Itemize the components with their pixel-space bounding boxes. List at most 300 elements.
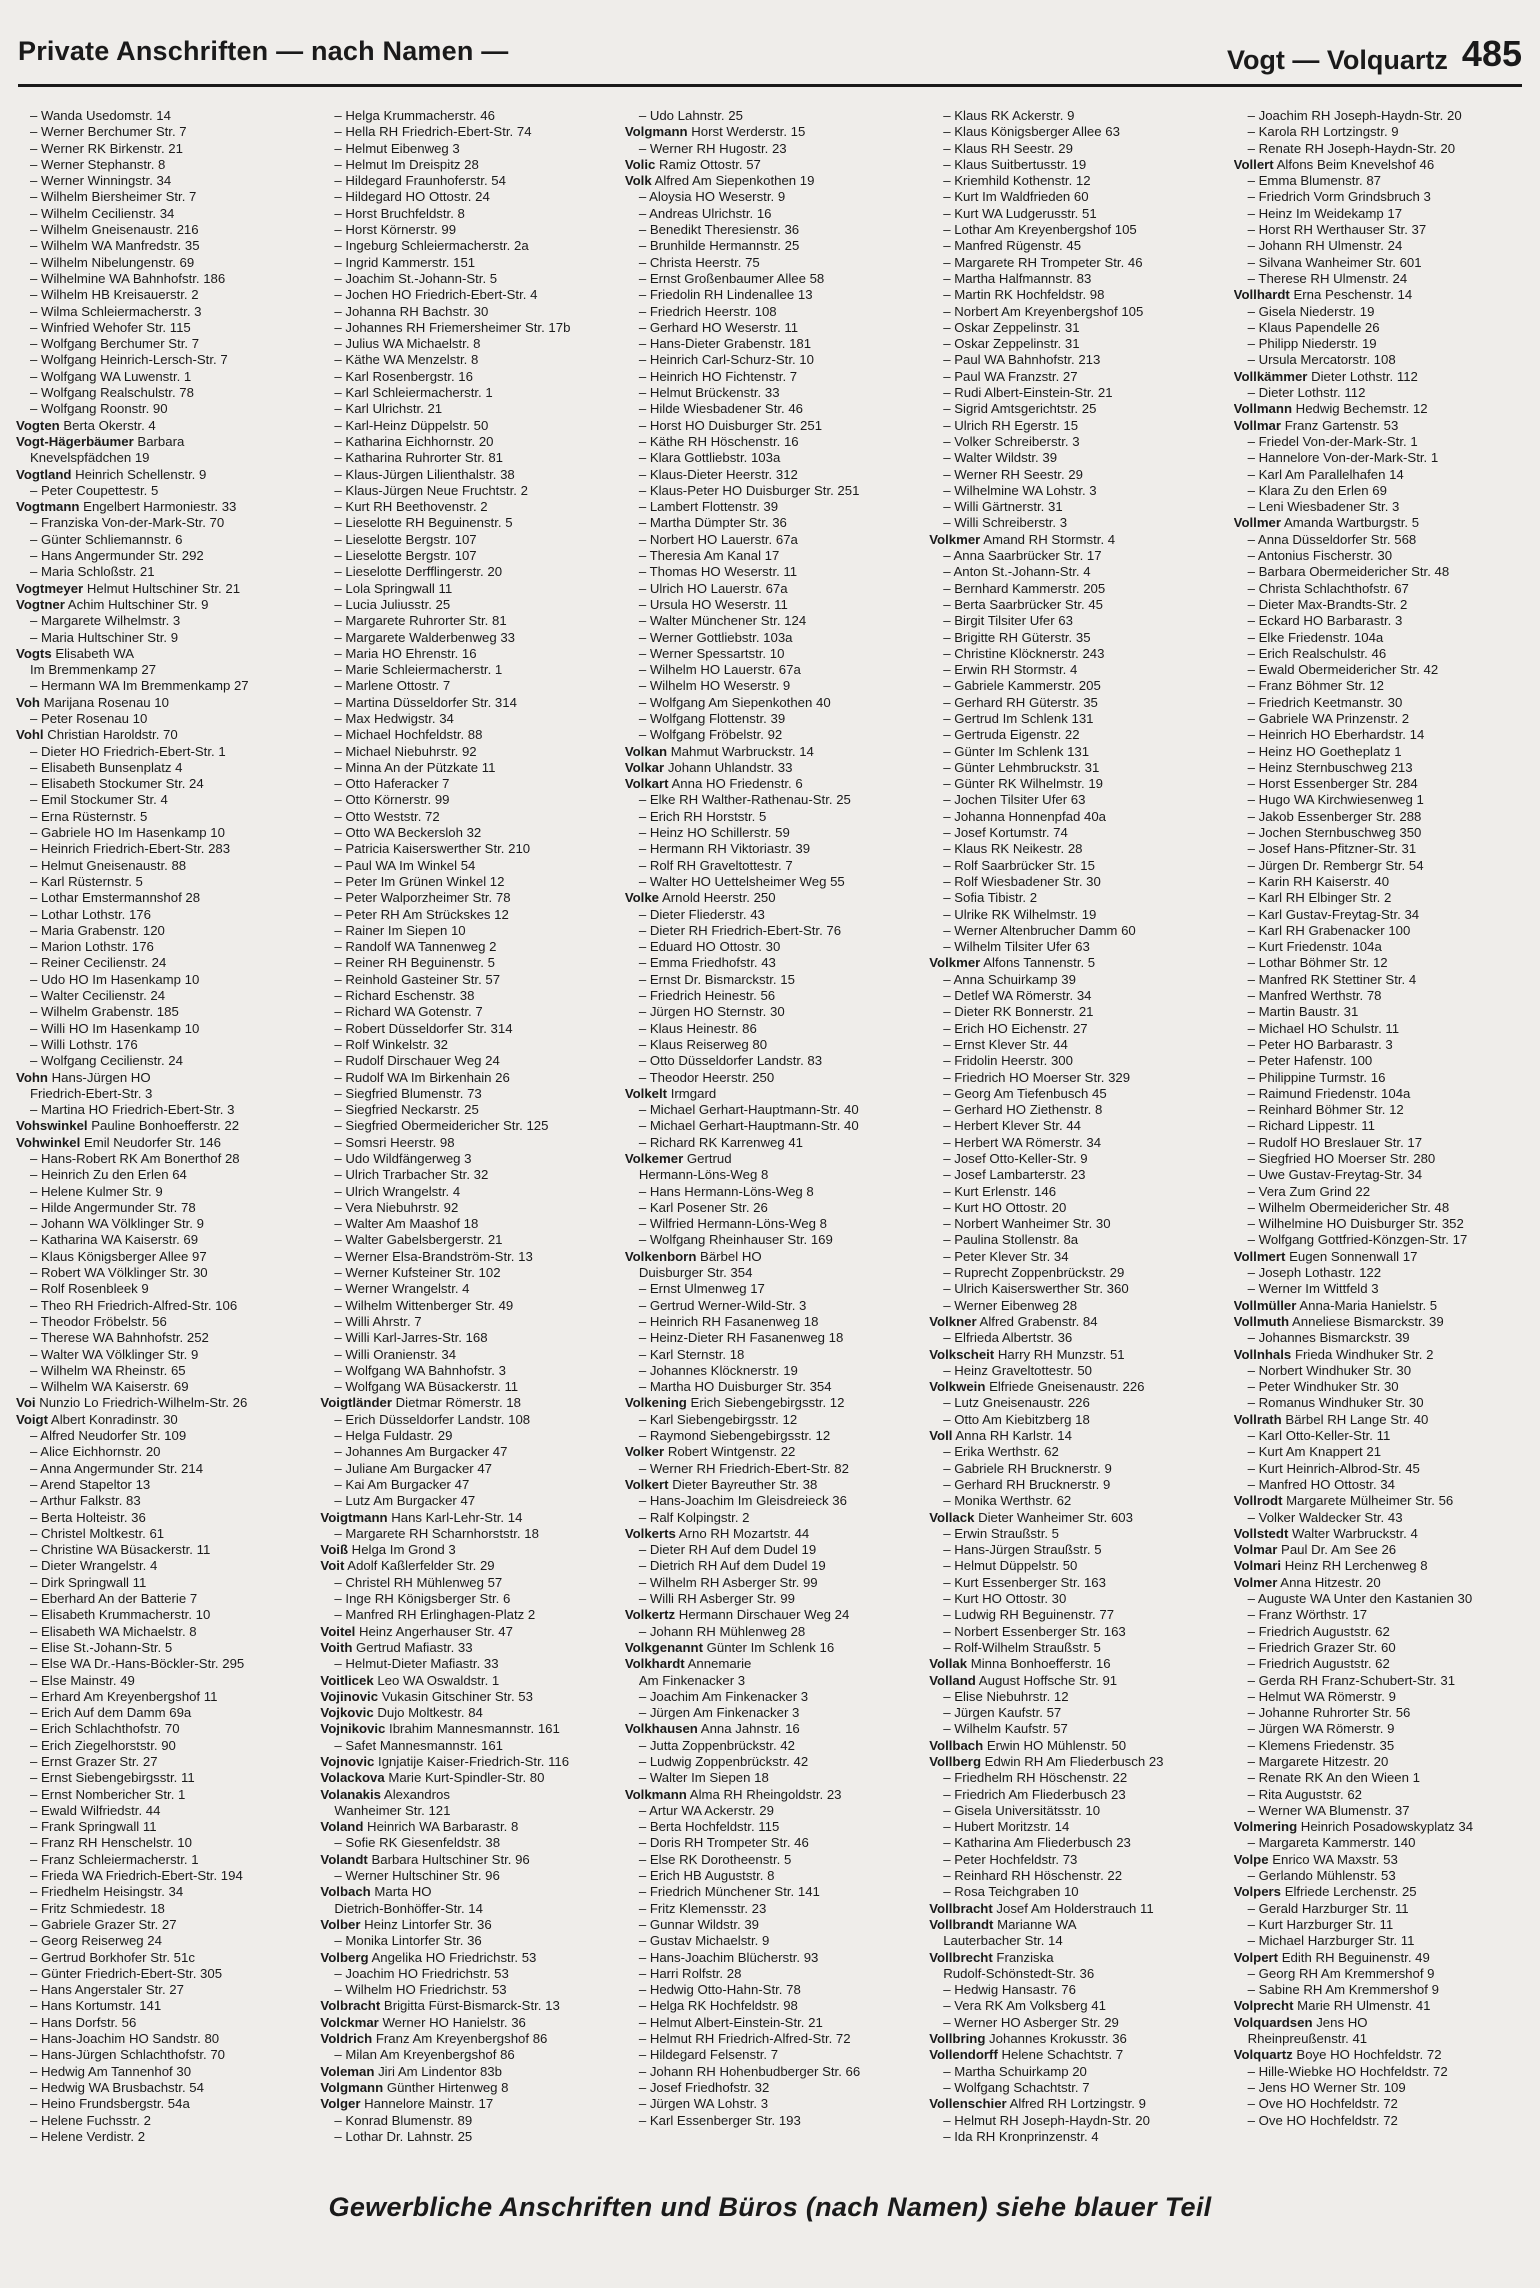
- list-item: – Brigitte RH Güterstr. 35: [929, 630, 1219, 646]
- list-item: – Günter Lehmbruckstr. 31: [929, 760, 1219, 776]
- list-item: – Werner Hultschiner Str. 96: [320, 1868, 610, 1884]
- column-2: [320, 108, 610, 2168]
- list-item: – Else WA Dr.-Hans-Böckler-Str. 295: [16, 1656, 306, 1672]
- continuation-line: Wanheimer Str. 121: [334, 1802, 451, 1818]
- list-item: – Werner RK Birkenstr. 21: [16, 141, 306, 157]
- list-item: – Karl Essenberger Str. 193: [625, 2113, 915, 2129]
- list-item: – Ulrich HO Lauerstr. 67a: [625, 581, 915, 597]
- list-item: – Willi Karl-Jarres-Str. 168: [320, 1330, 610, 1346]
- list-item: – Anna Saarbrücker Str. 17: [929, 548, 1219, 564]
- list-item: – Hildegard HO Ottostr. 24: [320, 189, 610, 205]
- surname-entry: Volland August Hoffsche Str. 91: [929, 1672, 1118, 1688]
- list-item: – Monika Lintorfer Str. 36: [320, 1933, 610, 1949]
- list-item: – Manfred RK Stettiner Str. 4: [1234, 972, 1524, 988]
- list-item: – Heinrich HO Eberhardstr. 14: [1234, 727, 1524, 743]
- footer-note: Gewerbliche Anschriften und Büros (nach Namen) siehe blauer Teil: [328, 2192, 1212, 2222]
- list-item: – Maria Hultschiner Str. 9: [16, 630, 306, 646]
- list-item: – Helga Krummacherstr. 46: [320, 108, 610, 124]
- surname-entry: Voit Adolf Kaßlerfelder Str. 29: [320, 1558, 495, 1574]
- list-item: – Ingrid Kammerstr. 151: [320, 255, 610, 271]
- list-item: – Friedolin RH Lindenallee 13: [625, 287, 915, 303]
- list-item: – Erika Werthstr. 62: [929, 1444, 1219, 1460]
- list-item: – Heinrich HO Fichtenstr. 7: [625, 369, 915, 385]
- list-item: – Josef Lambarterstr. 23: [929, 1167, 1219, 1183]
- list-item: – Ludwig RH Beguinenstr. 77: [929, 1607, 1219, 1623]
- list-item: – Thomas HO Weserstr. 11: [625, 564, 915, 580]
- list-item: – Jochen Sternbuschweg 350: [1234, 825, 1524, 841]
- surname-entry: Voi Nunzio Lo Friedrich-Wilhelm-Str. 26: [16, 1395, 248, 1411]
- list-item: – Erich Ziegelhorststr. 90: [16, 1738, 306, 1754]
- list-item: – Johann RH Mühlenweg 28: [625, 1624, 915, 1640]
- list-item: – Gerhard HO Weserstr. 11: [625, 320, 915, 336]
- list-item: – Friedhelm Heisingstr. 34: [16, 1884, 306, 1900]
- surname-entry: Volmering Heinrich Posadowskyplatz 34: [1233, 1819, 1474, 1835]
- list-item: – Marlene Ottostr. 7: [320, 678, 610, 694]
- list-item: – Gustav Michaelstr. 9: [625, 1933, 915, 1949]
- list-item: – Friedrich Am Fliederbusch 23: [929, 1787, 1219, 1803]
- list-item: – Joachim RH Joseph-Haydn-Str. 20: [1234, 108, 1524, 124]
- surname-entry: Vollmuth Anneliese Bismarckstr. 39: [1233, 1313, 1444, 1329]
- list-item: – Ernst Großenbaumer Allee 58: [625, 271, 915, 287]
- list-item: – Vera Zum Grind 22: [1234, 1184, 1524, 1200]
- list-item: – Friedrich Heinestr. 56: [625, 988, 915, 1004]
- list-item: – Marion Lothstr. 176: [16, 939, 306, 955]
- list-item: – Katharina Am Fliederbusch 23: [929, 1835, 1219, 1851]
- list-item: – Hans-Jürgen Schlachthofstr. 70: [16, 2047, 306, 2063]
- surname-entry: Volke Arnold Heerstr. 250: [624, 890, 776, 906]
- list-item: – Jürgen Dr. Rembergr Str. 54: [1234, 858, 1524, 874]
- list-item: – Gabriele Kammerstr. 205: [929, 678, 1219, 694]
- list-item: – Friedel Von-der-Mark-Str. 1: [1234, 434, 1524, 450]
- list-item: – Alfred Neudorfer Str. 109: [16, 1428, 306, 1444]
- list-item: – Oskar Zeppelinstr. 31: [929, 336, 1219, 352]
- list-item: – Birgit Tilsiter Ufer 63: [929, 613, 1219, 629]
- list-item: – Rolf RH Graveltottestr. 7: [625, 858, 915, 874]
- list-item: – Kurt Essenberger Str. 163: [929, 1575, 1219, 1591]
- list-item: – Margarete Hitzestr. 20: [1234, 1754, 1524, 1770]
- list-item: – Renate RH Joseph-Haydn-Str. 20: [1234, 141, 1524, 157]
- list-item: – Werner Stephanstr. 8: [16, 157, 306, 173]
- list-item: – Karl Rosenbergstr. 16: [320, 369, 610, 385]
- list-item: – Wolfgang Am Siepenkothen 40: [625, 695, 915, 711]
- list-item: – Manfred Werthstr. 78: [1234, 988, 1524, 1004]
- list-item: – Erich HB Auguststr. 8: [625, 1868, 915, 1884]
- list-item: – Barbara Obermeidericher Str. 48: [1234, 564, 1524, 580]
- surname-entry: Vogtland Heinrich Schellenstr. 9: [16, 466, 207, 482]
- list-item: – Peter Walporzheimer Str. 78: [320, 890, 610, 906]
- surname-entry: Volprecht Marie RH Ulmenstr. 41: [1233, 1998, 1431, 2014]
- list-item: – Therese WA Bahnhofstr. 252: [16, 1330, 306, 1346]
- list-item: – Hermann RH Viktoriastr. 39: [625, 841, 915, 857]
- list-item: – Heinrich Friedrich-Ebert-Str. 283: [16, 841, 306, 857]
- list-item: – Michael Niebuhrstr. 92: [320, 744, 610, 760]
- list-item: – Wilhelm Nibelungenstr. 69: [16, 255, 306, 271]
- list-item: – Elise Niebuhrstr. 12: [929, 1689, 1219, 1705]
- list-item: – Norbert Wanheimer Str. 30: [929, 1216, 1219, 1232]
- list-item: – Karl-Heinz Düppelstr. 50: [320, 418, 610, 434]
- list-item: – Leni Wiesbadener Str. 3: [1234, 499, 1524, 515]
- list-item: – Harri Rolfstr. 28: [625, 1966, 915, 1982]
- list-item: – Gabriele RH Brucknerstr. 9: [929, 1461, 1219, 1477]
- list-item: – Berta Hochfeldstr. 115: [625, 1819, 915, 1835]
- surname-entry: Volandt Barbara Hultschiner Str. 96: [320, 1851, 530, 1867]
- list-item: – Richard WA Gotenstr. 7: [320, 1004, 610, 1020]
- list-item: – Kurt Am Knappert 21: [1234, 1444, 1524, 1460]
- list-item: – Margarete RH Scharnhorststr. 18: [320, 1526, 610, 1542]
- list-item: – Hans-Dieter Grabenstr. 181: [625, 336, 915, 352]
- list-item: – Wilhelm Tilsiter Ufer 63: [929, 939, 1219, 955]
- list-item: – Wilhelm Kaufstr. 57: [929, 1721, 1219, 1737]
- list-item: – Gisela Niederstr. 19: [1234, 304, 1524, 320]
- list-item: – Josef Otto-Keller-Str. 9: [929, 1151, 1219, 1167]
- list-item: – Peter HO Barbarastr. 3: [1234, 1037, 1524, 1053]
- list-item: – Peter Windhuker Str. 30: [1234, 1379, 1524, 1395]
- list-item: – Helene Fuchsstr. 2: [16, 2113, 306, 2129]
- list-item: – Erich Realschulstr. 46: [1234, 646, 1524, 662]
- list-item: – Fritz Schmiedestr. 18: [16, 1901, 306, 1917]
- list-item: – Friedrich Vorm Grindsbruch 3: [1234, 189, 1524, 205]
- list-item: – Ewald Obermeidericher Str. 42: [1234, 662, 1524, 678]
- list-item: – Gertrud Werner-Wild-Str. 3: [625, 1298, 915, 1314]
- surname-entry: Vollmüller Anna-Maria Hanielstr. 5: [1233, 1297, 1438, 1313]
- list-item: – Eberhard An der Batterie 7: [16, 1591, 306, 1607]
- list-item: – Horst HO Duisburger Str. 251: [625, 418, 915, 434]
- list-item: – Martha Halfmannstr. 83: [929, 271, 1219, 287]
- list-item: – Dieter RH Auf dem Dudel 19: [625, 1542, 915, 1558]
- list-item: – Arthur Falkstr. 83: [16, 1493, 306, 1509]
- list-item: – Raymond Siebengebirgsstr. 12: [625, 1428, 915, 1444]
- list-item: – Hans-Robert RK Am Bonerthof 28: [16, 1151, 306, 1167]
- list-item: – Siegfried Blumenstr. 73: [320, 1086, 610, 1102]
- list-item: – Wilhelm Biersheimer Str. 7: [16, 189, 306, 205]
- list-item: – Max Hedwigstr. 34: [320, 711, 610, 727]
- list-item: – Elisabeth Bunsenplatz 4: [16, 760, 306, 776]
- surname-entry: Volmer Anna Hitzestr. 20: [1233, 1574, 1381, 1590]
- list-item: – Karl Schleiermacherstr. 1: [320, 385, 610, 401]
- list-item: – Jürgen Kaufstr. 57: [929, 1705, 1219, 1721]
- list-item: – Rudolf HO Breslauer Str. 17: [1234, 1135, 1524, 1151]
- surname-entry: Volkan Mahmut Warbruckstr. 14: [624, 743, 814, 759]
- list-item: – Hans-Joachim Blücherstr. 93: [625, 1950, 915, 1966]
- list-item: – Ralf Kolpingstr. 2: [625, 1510, 915, 1526]
- list-item: – Lola Springwall 11: [320, 581, 610, 597]
- list-item: – Frieda WA Friedrich-Ebert-Str. 194: [16, 1868, 306, 1884]
- list-item: – Willi Schreiberstr. 3: [929, 515, 1219, 531]
- list-item: – Rosa Teichgraben 10: [929, 1884, 1219, 1900]
- list-item: – Franziska Von-der-Mark-Str. 70: [16, 515, 306, 531]
- list-item: – Walter Im Siepen 18: [625, 1770, 915, 1786]
- continuation-line: Am Finkenacker 3: [638, 1672, 746, 1688]
- surname-entry: Volker Robert Wintgenstr. 22: [624, 1444, 796, 1460]
- list-item: – Gerlando Mühlenstr. 53: [1234, 1868, 1524, 1884]
- continuation-line: Rudolf-Schönstedt-Str. 36: [943, 1965, 1095, 1981]
- list-item: – Karl Siebengebirgsstr. 12: [625, 1412, 915, 1428]
- list-item: – Hubert Moritzstr. 14: [929, 1819, 1219, 1835]
- list-item: – Erich HO Eichenstr. 27: [929, 1021, 1219, 1037]
- list-item: – Klemens Friedenstr. 35: [1234, 1738, 1524, 1754]
- surname-entry: Volkar Johann Uhlandstr. 33: [624, 759, 793, 775]
- list-item: – Jens HO Werner Str. 109: [1234, 2080, 1524, 2096]
- surname-entry: Volkemer Gertrud: [624, 1151, 732, 1166]
- list-item: – Erich Düsseldorfer Landstr. 108: [320, 1412, 610, 1428]
- surname-entry: Vollkämmer Dieter Lothstr. 112: [1233, 368, 1418, 384]
- list-item: – Reiner RH Beguinenstr. 5: [320, 955, 610, 971]
- list-item: – Klaus Suitbertusstr. 19: [929, 157, 1219, 173]
- list-item: – Wolfgang Berchumer Str. 7: [16, 336, 306, 352]
- surname-entry: Volkgenannt Günter Im Schlenk 16: [624, 1639, 835, 1655]
- list-item: – Erich Schlachthofstr. 70: [16, 1721, 306, 1737]
- list-item: – Helmut Brückenstr. 33: [625, 385, 915, 401]
- list-item: – Jutta Zoppenbrückstr. 42: [625, 1738, 915, 1754]
- column-3: [625, 108, 915, 2168]
- list-item: – Else Mainstr. 49: [16, 1673, 306, 1689]
- list-item: – Otto Weststr. 72: [320, 809, 610, 825]
- list-item: – Margarete Ruhrorter Str. 81: [320, 613, 610, 629]
- surname-entry: Vogts Elisabeth WA: [16, 645, 134, 661]
- surname-entry: Vojinovic Vukasin Gitschiner Str. 53: [320, 1688, 533, 1704]
- surname-entry: Vollberg Edwin RH Am Fliederbusch 23: [929, 1753, 1164, 1769]
- list-item: – Kurt Im Waldfrieden 60: [929, 189, 1219, 205]
- list-item: – Joachim HO Friedrichstr. 53: [320, 1966, 610, 1982]
- list-item: – Christa Heerstr. 75: [625, 255, 915, 271]
- name-range: [1226, 33, 1522, 78]
- list-item: – Gertrud Im Schlenk 131: [929, 711, 1219, 727]
- list-item: – Theodor Heerstr. 250: [625, 1070, 915, 1086]
- list-item: – Paul WA Bahnhofstr. 213: [929, 352, 1219, 368]
- list-item: – Ulrich Trarbacher Str. 32: [320, 1167, 610, 1183]
- list-item: – Walter Gabelsbergerstr. 21: [320, 1232, 610, 1248]
- surname-entry: Vojnovic Ignjatije Kaiser-Friedrich-Str. 116: [320, 1753, 570, 1769]
- surname-entry: Vojnikovic Ibrahim Mannesmannstr. 161: [320, 1721, 560, 1737]
- list-item: – Heinz Sternbuschweg 213: [1234, 760, 1524, 776]
- list-item: – Helga RK Hochfeldstr. 98: [625, 1998, 915, 2014]
- list-item: – Dieter RH Friedrich-Ebert-Str. 76: [625, 923, 915, 939]
- list-item: – Lieselotte Bergstr. 107: [320, 532, 610, 548]
- list-item: – Lothar Dr. Lahnstr. 25: [320, 2129, 610, 2145]
- surname-entry: Volkhardt Annemarie: [624, 1656, 752, 1672]
- list-item: – Lothar Am Kreyenbergshof 105: [929, 222, 1219, 238]
- surname-entry: Vogtmann Engelbert Harmoniestr. 33: [16, 499, 237, 515]
- list-item: – Kurt HO Ottostr. 30: [929, 1591, 1219, 1607]
- list-item: – Walter Cecilienstr. 24: [16, 988, 306, 1004]
- list-item: – Kurt RH Beethovenstr. 2: [320, 499, 610, 515]
- list-item: – Werner Spessartstr. 10: [625, 646, 915, 662]
- list-item: – Peter Rosenau 10: [16, 711, 306, 727]
- list-item: – Wilhelm HO Weserstr. 9: [625, 678, 915, 694]
- list-item: – Willi Lothstr. 176: [16, 1037, 306, 1053]
- list-item: – Martina Düsseldorfer Str. 314: [320, 695, 610, 711]
- list-item: – Norbert Windhuker Str. 30: [1234, 1363, 1524, 1379]
- list-item: – Horst Essenberger Str. 284: [1234, 776, 1524, 792]
- continuation-line: Friedrich-Ebert-Str. 3: [30, 1085, 153, 1101]
- list-item: – Klaus Königsberger Allee 97: [16, 1249, 306, 1265]
- list-item: – Heinrich Carl-Schurz-Str. 10: [625, 352, 915, 368]
- surname-entry: Vollbach Erwin HO Mühlenstr. 50: [929, 1737, 1127, 1753]
- list-item: – Bernhard Kammerstr. 205: [929, 581, 1219, 597]
- list-item: – Rainer Im Siepen 10: [320, 923, 610, 939]
- surname-entry: Vollrodt Margarete Mülheimer Str. 56: [1233, 1493, 1454, 1509]
- list-item: – Jürgen WA Lohstr. 3: [625, 2096, 915, 2112]
- list-item: – Rolf Rosenbleek 9: [16, 1281, 306, 1297]
- list-item: – Helmut Düppelstr. 50: [929, 1558, 1219, 1574]
- list-item: – Werner Altenbrucher Damm 60: [929, 923, 1219, 939]
- list-item: – Heino Frundsbergstr. 54a: [16, 2096, 306, 2112]
- list-item: – Heinrich Zu den Erlen 64: [16, 1167, 306, 1183]
- list-item: – Elise St.-Johann-Str. 5: [16, 1640, 306, 1656]
- list-item: – Heinz HO Goetheplatz 1: [1234, 744, 1524, 760]
- list-item: – Käthe WA Menzelstr. 8: [320, 352, 610, 368]
- list-item: – Helene Verdistr. 2: [16, 2129, 306, 2145]
- list-item: – Alice Eichhornstr. 20: [16, 1444, 306, 1460]
- surname-entry: Vollack Dieter Wanheimer Str. 603: [929, 1509, 1133, 1525]
- list-item: – Konrad Blumenstr. 89: [320, 2113, 610, 2129]
- list-item: – Richard Eschenstr. 38: [320, 988, 610, 1004]
- list-item: – Willi RH Asberger Str. 99: [625, 1591, 915, 1607]
- list-item: – Otto Haferacker 7: [320, 776, 610, 792]
- list-item: – Wolfgang Heinrich-Lersch-Str. 7: [16, 352, 306, 368]
- list-item: – Andreas Ulrichstr. 16: [625, 206, 915, 222]
- list-item: – Margarete Wilhelmstr. 3: [16, 613, 306, 629]
- list-item: – Ida RH Kronprinzenstr. 4: [929, 2129, 1219, 2145]
- list-item: – Elisabeth WA Michaelstr. 8: [16, 1624, 306, 1640]
- surname-entry: Vollmann Hedwig Bechemstr. 12: [1233, 401, 1428, 417]
- list-item: – Lutz Am Burgacker 47: [320, 1493, 610, 1509]
- list-item: – Monika Werthstr. 62: [929, 1493, 1219, 1509]
- list-item: – Friedrich Grazer Str. 60: [1234, 1640, 1524, 1656]
- list-item: – Wolfgang Roonstr. 90: [16, 401, 306, 417]
- list-item: – Josef Friedhofstr. 32: [625, 2080, 915, 2096]
- list-item: – Reinhard RH Höschenstr. 22: [929, 1868, 1219, 1884]
- list-item: – Lieselotte RH Beguinenstr. 5: [320, 515, 610, 531]
- surname-entry: Volber Heinz Lintorfer Str. 36: [320, 1916, 492, 1932]
- surname-entry: Volackova Marie Kurt-Spindler-Str. 80: [320, 1770, 545, 1786]
- list-item: – Dirk Springwall 11: [16, 1575, 306, 1591]
- list-item: – Horst RH Werthauser Str. 37: [1234, 222, 1524, 238]
- list-item: – Wolfgang Cecilienstr. 24: [16, 1053, 306, 1069]
- list-item: – Volker Waldecker Str. 43: [1234, 1510, 1524, 1526]
- list-item: – Manfred Rügenstr. 45: [929, 238, 1219, 254]
- list-item: – Walter Münchener Str. 124: [625, 613, 915, 629]
- surname-entry: Volkenborn Bärbel HO: [624, 1248, 762, 1264]
- list-item: – Lucia Juliusstr. 25: [320, 597, 610, 613]
- surname-entry: Vollmert Eugen Sonnenwall 17: [1233, 1248, 1418, 1264]
- list-item: – Erich RH Horststr. 5: [625, 809, 915, 825]
- list-item: – Werner HO Asberger Str. 29: [929, 2015, 1219, 2031]
- continuation-line: Rheinpreußenstr. 41: [1247, 2031, 1368, 2047]
- list-item: – Karola RH Lortzingstr. 9: [1234, 124, 1524, 140]
- list-item: – Gertrud Borkhofer Str. 51c: [16, 1950, 306, 1966]
- list-item: – Gerhard HO Ziethenstr. 8: [929, 1102, 1219, 1118]
- surname-entry: Vollmar Franz Gartenstr. 53: [1233, 417, 1399, 433]
- list-item: – Ewald Wilfriedstr. 44: [16, 1803, 306, 1819]
- list-item: – Robert Düsseldorfer Str. 314: [320, 1021, 610, 1037]
- list-item: – Johanne Ruhrorter Str. 56: [1234, 1705, 1524, 1721]
- list-item: – Christel RH Mühlenweg 57: [320, 1575, 610, 1591]
- list-item: – Artur WA Ackerstr. 29: [625, 1803, 915, 1819]
- list-item: – Kurt Friedenstr. 104a: [1234, 939, 1524, 955]
- surname-entry: Volquartz Boye HO Hochfeldstr. 72: [1233, 2047, 1442, 2063]
- list-item: – Dieter RK Bonnerstr. 21: [929, 1004, 1219, 1020]
- list-item: – Willi Oranienstr. 34: [320, 1347, 610, 1363]
- list-item: – Kurt WA Ludgerusstr. 51: [929, 206, 1219, 222]
- surname-entry: Vollstedt Walter Warbruckstr. 4: [1233, 1525, 1418, 1541]
- list-item: – Elke Friedenstr. 104a: [1234, 630, 1524, 646]
- surname-entry: Volkertz Hermann Dirschauer Weg 24: [624, 1607, 850, 1623]
- list-item: – Erhard Am Kreyenbergshof 11: [16, 1689, 306, 1705]
- surname-entry: Vollbring Johannes Krokusstr. 36: [929, 2031, 1127, 2047]
- surname-entry: Vollak Minna Bonhoefferstr. 16: [929, 1656, 1111, 1672]
- list-item: – Johann WA Völklinger Str. 9: [16, 1216, 306, 1232]
- list-item: – Else RK Dorotheenstr. 5: [625, 1852, 915, 1868]
- list-item: – Gerhard RH Brucknerstr. 9: [929, 1477, 1219, 1493]
- list-item: – Katharina Ruhrorter Str. 81: [320, 450, 610, 466]
- list-item: – Katharina WA Kaiserstr. 69: [16, 1232, 306, 1248]
- list-item: – Berta Saarbrücker Str. 45: [929, 597, 1219, 613]
- list-item: – Klaus-Jürgen Lilienthalstr. 38: [320, 467, 610, 483]
- surname-entry: Vogten Berta Okerstr. 4: [16, 417, 156, 433]
- list-item: – Hedwig Hansastr. 76: [929, 1982, 1219, 1998]
- list-item: – Wilhelm WA Kaiserstr. 69: [16, 1379, 306, 1395]
- list-item: – Lutz Gneisenaustr. 226: [929, 1395, 1219, 1411]
- list-item: – Anna Schuirkamp 39: [929, 972, 1219, 988]
- list-item: – Karl RH Grabenacker 100: [1234, 923, 1524, 939]
- list-item: – Wilhelm HO Friedrichstr. 53: [320, 1982, 610, 1998]
- surname-entry: Volkhausen Anna Jahnstr. 16: [624, 1721, 800, 1737]
- list-item: – Walter HO Uettelsheimer Weg 55: [625, 874, 915, 890]
- surname-entry: Volmari Heinz RH Lerchenweg 8: [1233, 1558, 1428, 1574]
- list-item: – Martin Baustr. 31: [1234, 1004, 1524, 1020]
- list-item: – Helene Kulmer Str. 9: [16, 1184, 306, 1200]
- list-item: – Heinz-Dieter RH Fasanenweg 18: [625, 1330, 915, 1346]
- list-item: – Ingeburg Schleiermacherstr. 2a: [320, 238, 610, 254]
- surname-entry: Volger Hannelore Mainstr. 17: [320, 2096, 494, 2112]
- list-item: – Gisela Universitätsstr. 10: [929, 1803, 1219, 1819]
- list-item: – Norbert Am Kreyenbergshof 105: [929, 304, 1219, 320]
- surname-entry: Vogtner Achim Hultschiner Str. 9: [16, 596, 209, 612]
- list-item: – Ove HO Hochfeldstr. 72: [1234, 2113, 1524, 2129]
- list-item: – Johann RH Ulmenstr. 24: [1234, 238, 1524, 254]
- list-item: – Margarete Walderbenweg 33: [320, 630, 610, 646]
- list-item: – Hans Angerstaler Str. 27: [16, 1982, 306, 1998]
- list-item: – Anton St.-Johann-Str. 4: [929, 564, 1219, 580]
- surname-entry: Volkert Dieter Bayreuther Str. 38: [624, 1476, 818, 1492]
- surname-entry: Vollrath Bärbel RH Lange Str. 40: [1233, 1411, 1429, 1427]
- list-item: – Otto Am Kiebitzberg 18: [929, 1412, 1219, 1428]
- list-item: – Fridolin Heerstr. 300: [929, 1053, 1219, 1069]
- list-item: – Wilfried Hermann-Löns-Weg 8: [625, 1216, 915, 1232]
- list-item: – Margareta Kammerstr. 140: [1234, 1835, 1524, 1851]
- surname-entry: Volkmann Alma RH Rheingoldstr. 23: [624, 1786, 842, 1802]
- list-item: – Richard Lippestr. 11: [1234, 1118, 1524, 1134]
- list-item: – Berta Holteistr. 36: [16, 1510, 306, 1526]
- list-item: – Somsri Heerstr. 98: [320, 1135, 610, 1151]
- list-item: – Ove HO Hochfeldstr. 72: [1234, 2096, 1524, 2112]
- list-item: – Elke RH Walther-Rathenau-Str. 25: [625, 792, 915, 808]
- list-item: – Norbert Essenberger Str. 163: [929, 1624, 1219, 1640]
- list-item: – Inge RH Königsberger Str. 6: [320, 1591, 610, 1607]
- list-item: – Ulrich RH Egerstr. 15: [929, 418, 1219, 434]
- surname-entry: Volkelt Irmgard: [624, 1085, 717, 1101]
- list-item: – Georg Am Tiefenbusch 45: [929, 1086, 1219, 1102]
- list-item: – Helmut Eibenweg 3: [320, 141, 610, 157]
- list-item: – Werner Im Wittfeld 3: [1234, 1281, 1524, 1297]
- continuation-line: Hermann-Löns-Weg 8: [638, 1167, 769, 1183]
- list-item: – Jakob Essenberger Str. 288: [1234, 809, 1524, 825]
- list-item: – Helmut Albert-Einstein-Str. 21: [625, 2015, 915, 2031]
- list-item: – Frank Springwall 11: [16, 1819, 306, 1835]
- surname-entry: Voland Heinrich WA Barbarastr. 8: [320, 1819, 519, 1835]
- list-item: – Johanna Honnenpfad 40a: [929, 809, 1219, 825]
